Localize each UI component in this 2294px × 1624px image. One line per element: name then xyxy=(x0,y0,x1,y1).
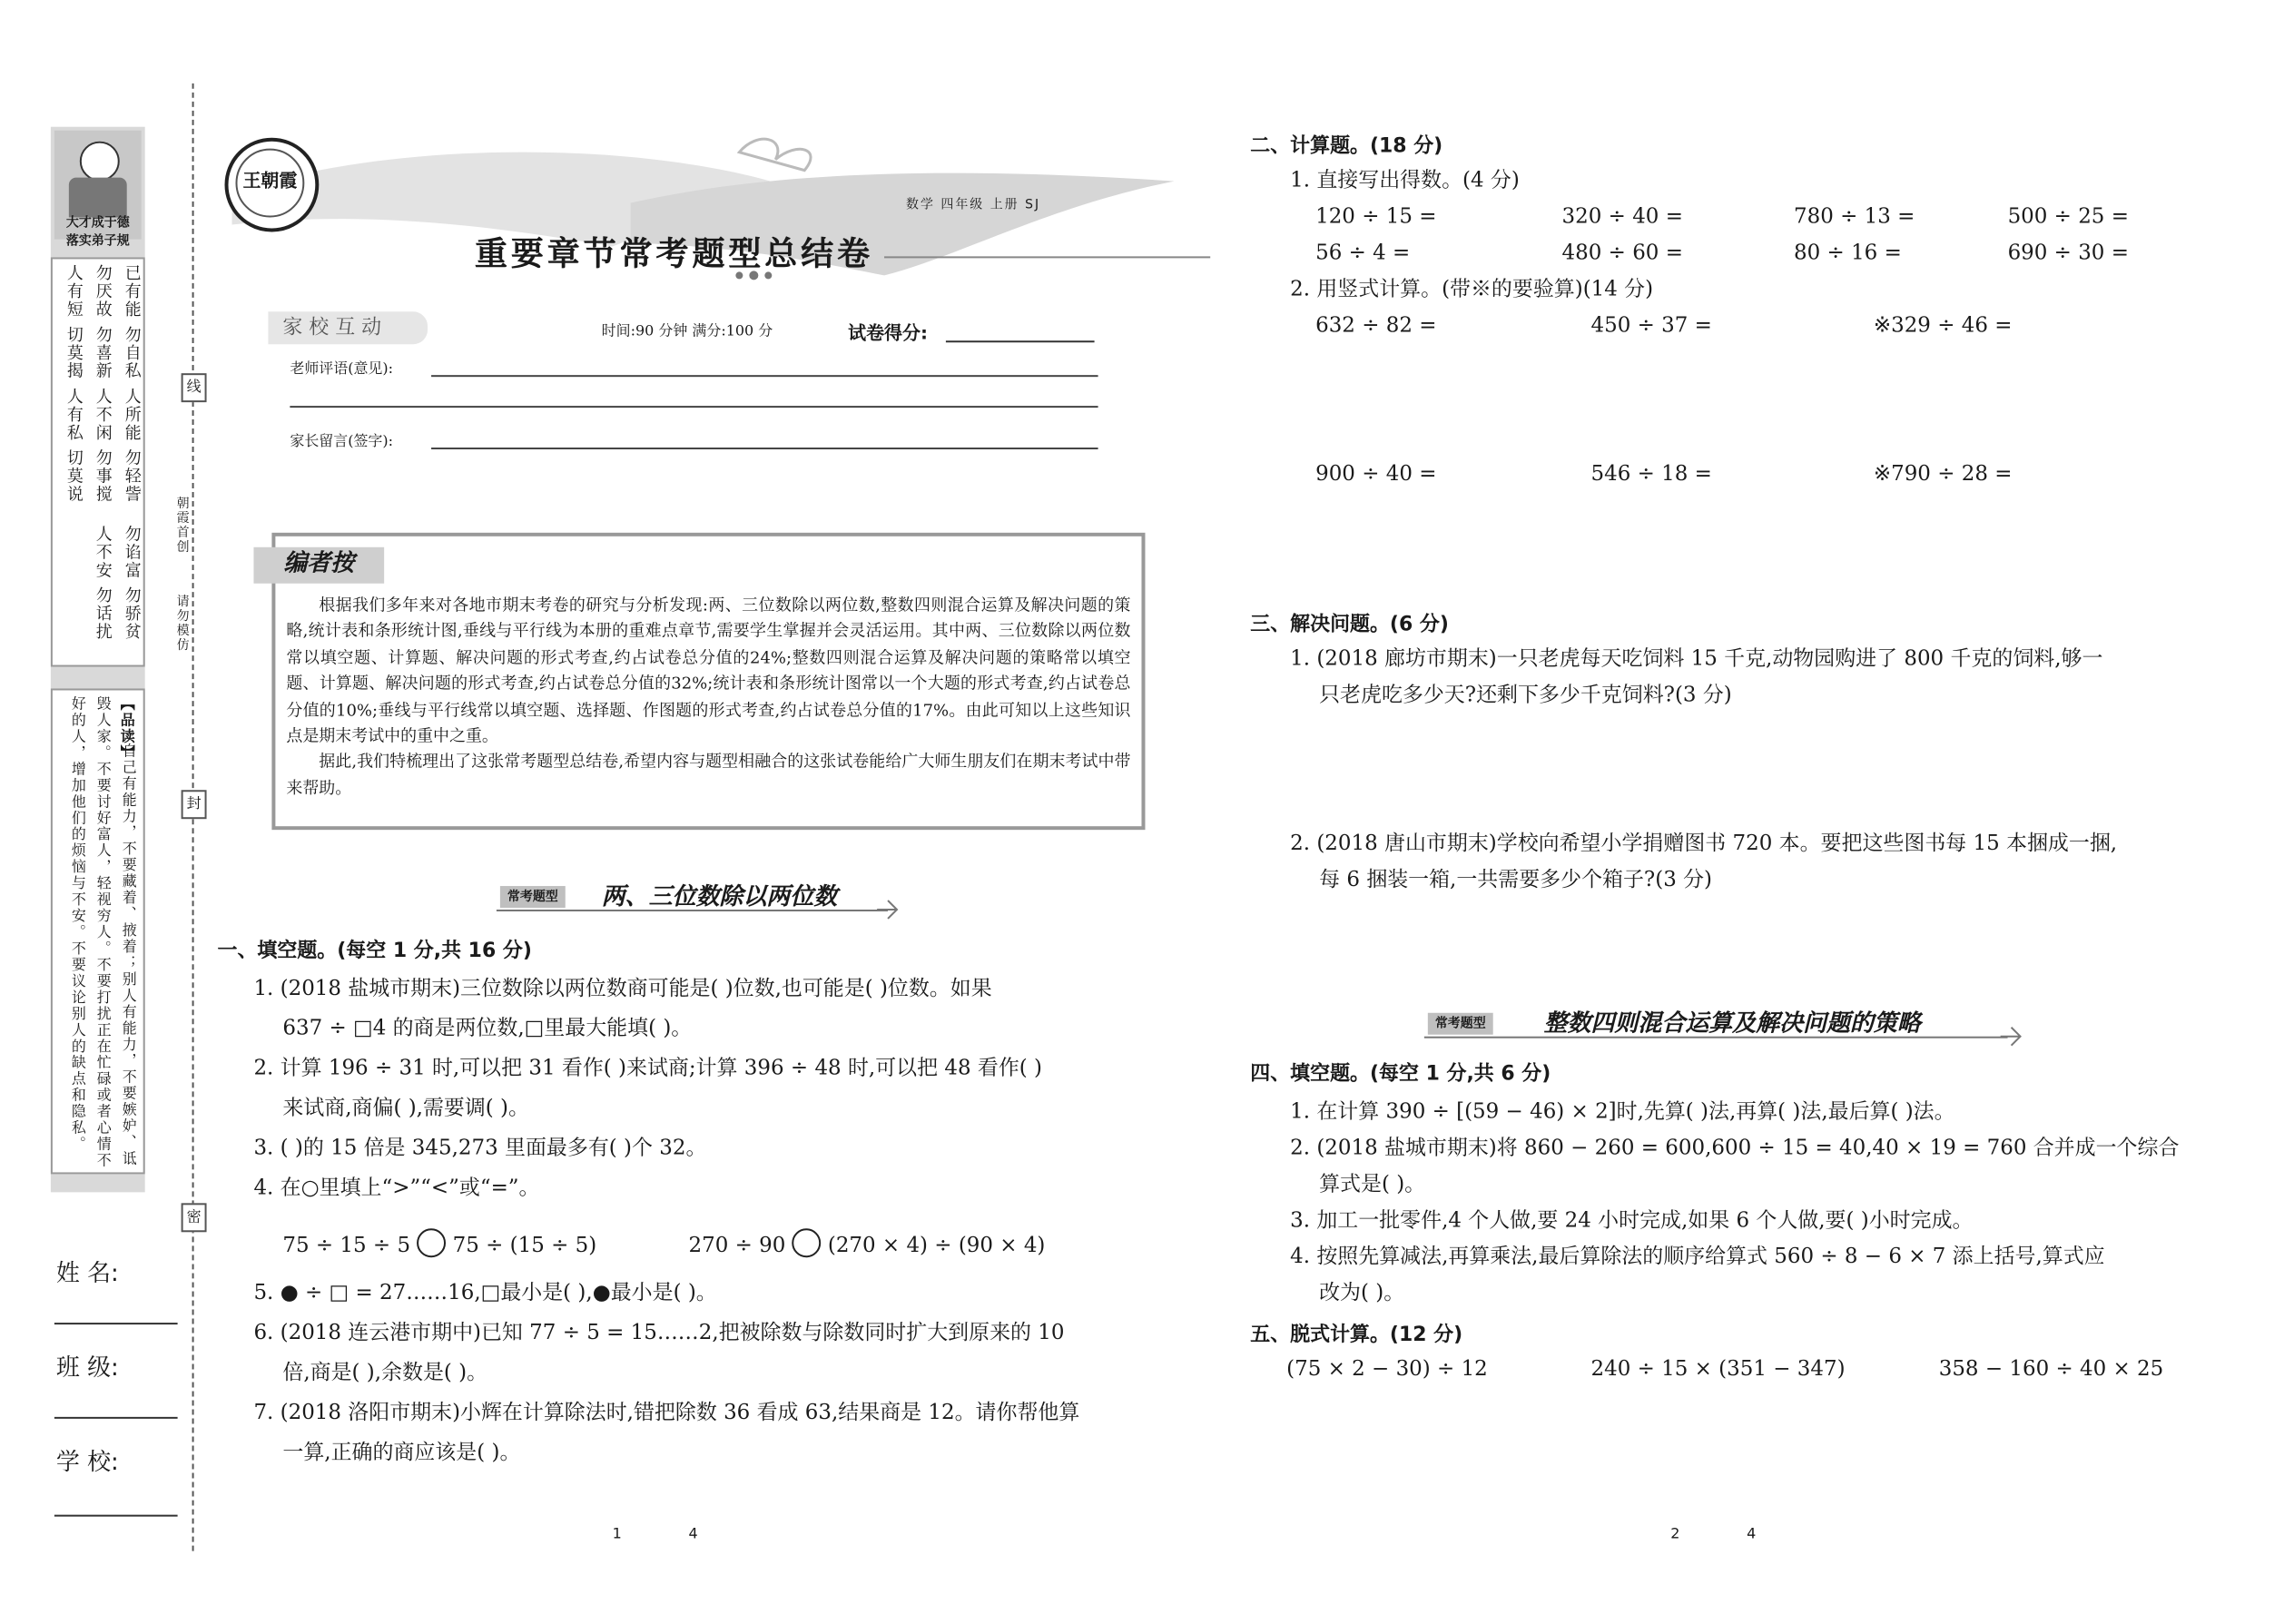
motto-top: 大才成于德 xyxy=(65,213,130,231)
expression: 358 − 160 ÷ 40 × 25 xyxy=(1938,1355,2164,1381)
direct-calc: 56 ÷ 4 = xyxy=(1315,239,1411,265)
question-line: 4. 按照先算减法,再算乘法,最后算除法的顺序给算式 560 ÷ 8 − 6 × 7 添上括号,算式应 xyxy=(1290,1243,2105,1269)
parent-comment-label: 家长留言(签字): xyxy=(290,433,394,450)
side-note: 朝霞首创 xyxy=(175,496,191,555)
reading-col: 自己有能力，不要藏着、掖着；别人有能力，不要嫉妒、诋 xyxy=(121,743,138,1167)
question-line: 1. 在计算 390 ÷ [(59 − 46) × 2]时,先算( )法,再算( )法,最后算( )法。 xyxy=(1290,1097,1955,1124)
couplet-col: 人不安 勿话扰 xyxy=(92,525,111,642)
compare-left xyxy=(282,1228,596,1257)
direct-calc: 80 ÷ 16 = xyxy=(1794,239,1902,265)
editor-note-tag: 编者按 xyxy=(253,547,384,584)
editor-note-text xyxy=(286,595,1130,803)
section-arrow-icon xyxy=(2001,1026,2023,1048)
couplet-col: 人有短 切莫揭 xyxy=(63,264,82,380)
page-number: 2 xyxy=(1670,1525,1680,1542)
compare-expr: 75 ÷ 15 ÷ 5 xyxy=(282,1232,411,1258)
page-total: 4 xyxy=(1747,1525,1757,1542)
question-line: 7. (2018 洛阳市期末)小辉在计算除法时,错把除数 36 看成 63,结果商是 12。请你帮他算 xyxy=(253,1398,1080,1424)
compare-circle-input[interactable] xyxy=(417,1228,446,1257)
mascot-head xyxy=(80,142,120,182)
couplet-col: 已有能 勿自私 xyxy=(121,264,140,380)
question-line: 一算,正确的商应该是( )。 xyxy=(282,1438,521,1464)
section-tag: 常考题型 xyxy=(500,886,566,908)
mascot-figure xyxy=(69,178,127,218)
compare-circle-input[interactable] xyxy=(793,1228,822,1257)
direct-calc: 780 ÷ 13 = xyxy=(1794,202,1915,229)
expression: (75 × 2 − 30) ÷ 12 xyxy=(1286,1355,1488,1381)
question-line: 1. (2018 盐城市期末)三位数除以两位数商可能是( )位数,也可能是( )位数。如果 xyxy=(253,974,992,1000)
class-label: 班 级: xyxy=(55,1355,119,1383)
reading-col: 好的人，增加他们的烦恼与不安。不要议论别人的缺点和隐私。 xyxy=(70,695,87,1153)
question-line: 算式是( )。 xyxy=(1319,1170,1426,1196)
compare-expr: 270 ÷ 90 xyxy=(688,1232,786,1258)
section-arrow-icon xyxy=(877,899,899,920)
score-field[interactable] xyxy=(946,340,1095,342)
sub-heading: 2. 用竖式计算。(带※的要验算)(14 分) xyxy=(1290,275,1654,301)
editor-note-para: 据此,我们特梳理出了这张常考题型总结卷,希望内容与题型相融合的这张试卷能给广大师生朋友们在期末考试中带来帮助。 xyxy=(286,754,1131,799)
score-label: 试卷得分: xyxy=(848,324,928,345)
compare-expr: 75 ÷ (15 ÷ 5) xyxy=(452,1232,597,1258)
couplet-col: 人所能 勿轻訾 xyxy=(121,388,140,504)
motto-bottom: 落实弟子规 xyxy=(65,231,130,249)
cut-mark: 线 xyxy=(182,373,207,402)
question-line: 4. 在○里填上“>”“<”或“=”。 xyxy=(253,1174,540,1200)
vertical-calc: 546 ÷ 18 = xyxy=(1590,459,1712,486)
section-tag: 常考题型 xyxy=(1428,1013,1493,1035)
section-title: 两、三位数除以两位数 xyxy=(601,884,838,911)
page-total: 4 xyxy=(688,1525,698,1542)
part5-heading: 五、脱式计算。(12 分) xyxy=(1250,1323,1463,1347)
side-note: 请勿模仿 xyxy=(175,594,191,653)
question-line: 2. (2018 唐山市期末)学校向希望小学捐赠图书 720 本。要把这些图书每 15 本捆成一捆, xyxy=(1290,830,2118,856)
name-label: 姓 名: xyxy=(55,1261,119,1289)
editor-note-para: 根据我们多年来对各地市期末考卷的研究与分析发现:两、三位数除以两位数,整数四则混合运算及解决问题的策略,统计表和条形统计图,垂线与平行线为本册的重难点章节,需要学生掌握并会灵活运用。其中两、三位数除以两位数常以填空题、计算题、解决问题的形式考查,约占试卷总分值的24%;整数四则混合运算及解决问题的策略常以填空题、计算题、解决问题的形式考查,约占试卷总分值的32%;统计表和条形统计图常以一个大题的形式考查,约占试卷总分值的10%;垂线与平行线常以填空题、选择题、作图题的形式考查,约占试卷总分值的17%。由此可知以上这些知识点是期末考试中的重中之重。 xyxy=(286,597,1131,747)
question-line: 2. 计算 196 ÷ 31 时,可以把 31 看作( )来试商;计算 396 ÷ 48 时,可以把 48 看作( ) xyxy=(253,1054,1042,1080)
reading-title: 【品读】 xyxy=(119,695,138,762)
page-number: 1 xyxy=(612,1525,622,1542)
teacher-comment-line2[interactable] xyxy=(290,406,1098,408)
vertical-calc: 450 ÷ 37 = xyxy=(1590,311,1712,338)
reading-col: 毁人家。不要讨好富人，轻视穷人。不要打扰正在忙碌或者心情不 xyxy=(95,695,113,1169)
vertical-calc: ※790 ÷ 28 = xyxy=(1873,459,2013,486)
question-line: 5. ● ÷ □ = 27……16,□最小是( ),●最小是( )。 xyxy=(253,1279,717,1305)
question-line: 6. (2018 连云港市期中)已知 77 ÷ 5 = 15……2,把被除数与除数同时扩大到原来的 10 xyxy=(253,1319,1065,1345)
cut-mark: 密 xyxy=(182,1203,207,1232)
parent-comment-field[interactable] xyxy=(431,448,1098,449)
teacher-comment-label: 老师评语(意见): xyxy=(290,360,394,378)
direct-calc: 320 ÷ 40 = xyxy=(1561,202,1683,229)
teacher-comment-field[interactable] xyxy=(431,375,1098,377)
part4-heading: 四、填空题。(每空 1 分,共 6 分) xyxy=(1250,1061,1551,1086)
subject-line: 数学 四年级 上册 SJ xyxy=(906,197,1041,212)
question-line: 3. 加工一批零件,4 个人做,要 24 小时完成,如果 6 个人做,要( )小时完成。 xyxy=(1290,1206,1974,1233)
school-label: 学 校: xyxy=(55,1449,119,1477)
logo-text: 王朝霞 xyxy=(235,149,304,218)
compare-expr: (270 × 4) ÷ (90 × 4) xyxy=(827,1232,1046,1258)
part1-heading: 一、填空题。(每空 1 分,共 16 分) xyxy=(217,938,532,962)
direct-calc: 120 ÷ 15 = xyxy=(1315,202,1437,229)
time-info: 时间:90 分钟 满分:100 分 xyxy=(601,322,773,340)
question-line: 3. ( )的 15 倍是 345,273 里面最多有( )个 32。 xyxy=(253,1134,707,1160)
expression: 240 ÷ 15 × (351 − 347) xyxy=(1590,1355,1846,1381)
question-line: 倍,商是( ),余数是( )。 xyxy=(282,1359,488,1384)
question-line: 来试商,商偏( ),需要调( )。 xyxy=(282,1094,529,1120)
vertical-calc: 900 ÷ 40 = xyxy=(1315,459,1437,486)
name-field[interactable] xyxy=(54,1323,178,1324)
vertical-calc: 632 ÷ 82 = xyxy=(1315,311,1437,338)
couplet-col: 勿谄富 勿骄贫 xyxy=(121,525,140,642)
question-line: 637 ÷ □4 的商是两位数,□里最大能填( )。 xyxy=(282,1014,693,1040)
question-line: 只老虎吃多少天?还剩下多少千克饲料?(3 分) xyxy=(1319,681,1732,707)
question-line: 改为( )。 xyxy=(1319,1279,1405,1305)
class-field[interactable] xyxy=(54,1417,178,1419)
cut-mark: 封 xyxy=(182,790,207,819)
vertical-calc: ※329 ÷ 46 = xyxy=(1873,311,2013,338)
question-line: 2. (2018 盐城市期末)将 860 − 260 = 600,600 ÷ 15 = 40,40 × 19 = 760 合并成一个综合 xyxy=(1290,1134,2180,1160)
part3-heading: 三、解决问题。(6 分) xyxy=(1250,612,1449,636)
direct-calc: 500 ÷ 25 = xyxy=(2007,202,2129,229)
home-school-tag: 家 校 互 动 xyxy=(268,311,428,344)
couplet-col: 人有私 切莫说 xyxy=(63,388,82,504)
question-line: 每 6 捆装一箱,一共需要多少个箱子?(3 分) xyxy=(1319,866,1713,892)
direct-calc: 690 ÷ 30 = xyxy=(2007,239,2129,265)
page-title: 重要章节常考题型总结卷 xyxy=(474,235,874,274)
sub-heading: 1. 直接写出得数。(4 分) xyxy=(1290,166,1520,192)
couplet-col: 人不闲 勿事搅 xyxy=(92,388,111,504)
direct-calc: 480 ÷ 60 = xyxy=(1561,239,1683,265)
school-field[interactable] xyxy=(54,1515,178,1517)
couplet-col: 勿厌故 勿喜新 xyxy=(92,264,111,380)
compare-right xyxy=(688,1228,1045,1257)
part2-heading: 二、计算题。(18 分) xyxy=(1250,133,1443,158)
section-title: 整数四则混合运算及解决问题的策略 xyxy=(1543,1010,1921,1038)
question-line: 1. (2018 廊坊市期末)一只老虎每天吃饲料 15 千克,动物园购进了 800 千克的饲料,够一 xyxy=(1290,645,2103,671)
